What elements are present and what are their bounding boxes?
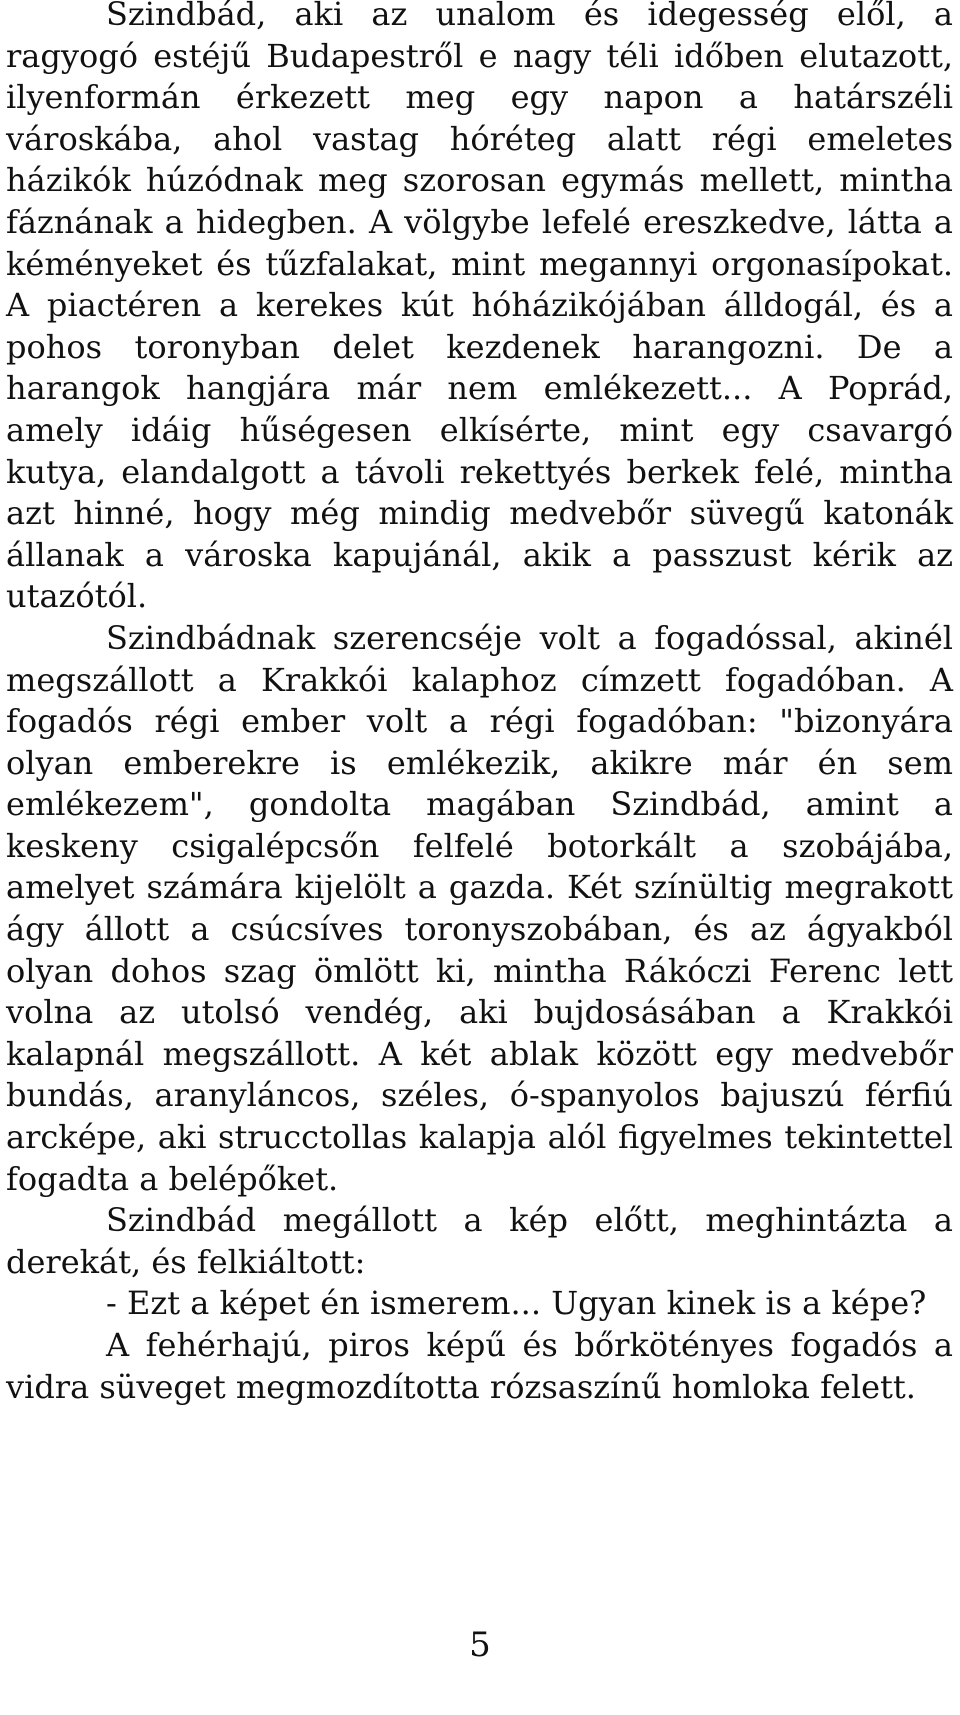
body-text	[6, 0, 953, 1408]
dialogue-line: - Ezt a képet én ismerem... Ugyan kinek is a képe?	[106, 1284, 927, 1323]
paragraph: Szindbádnak szerencséje volt a fogadóssal, akinél megszállott a Krakkói kalaphoz címzett fogadóban. A fogadós régi ember volt a régi fogadóban: "bizonyára olyan emberekre is emlékezik, akikre már én sem emlékezem", gondolta magában Szindbád, amint a keskeny csigalépcsőn felfelé botorkált a szobájába, amelyet számára kijelölt a gazda. Két színültig megrakott ágy állott a csúcsíves toronyszobában, és az ágyakból olyan dohos szag ömlött ki, mintha Rákóczi Ferenc lett volna az utolsó vendég, aki bujdosásában a Krakkói kalapnál megszállott. A két ablak között egy medvebőr bundás, aranyláncos, széles, ó-spanyolos bajuszú férfiú arcképe, aki strucctollas kalapja alól figyelmes tekintettel fogadta a belépőket.	[6, 618, 953, 1198]
paragraph: A fehérhajú, piros képű és bőrkötényes fogadós a vidra süveget megmozdította rózsaszínű homloka felett.	[6, 1326, 953, 1406]
paragraph: Szindbád, aki az unalom és idegesség elől, a ragyogó estéjű Budapestről e nagy téli időben elutazott, ilyenformán érkezett meg egy napon a határszéli városkába, ahol vastag hóréteg alatt régi emeletes házikók húzódnak meg szorosan egymás mellett, mintha fáznának a hidegben. A völgybe lefelé ereszkedve, látta a kéményeket és tűzfalakat, mint megannyi orgonasípokat. A piactéren a kerekes kút hóházikójában álldogál, és a pohos toronyban delet kezdenek harangozni. De a harangok hangjára már nem emlékezett... A Poprád, amely idáig hűségesen elkísérte, mint egy csavargó kutya, elandalgott a távoli rekettyés berkek felé, mintha azt hinné, hogy még mindig medvebőr süvegű katonák állanak a városka kapujánál, akik a passzust kérik az utazótól.	[6, 0, 953, 616]
page-number: 5	[469, 1625, 491, 1665]
paragraph: Szindbád megállott a kép előtt, meghintázta a derekát, és felkiáltott:	[6, 1201, 953, 1281]
